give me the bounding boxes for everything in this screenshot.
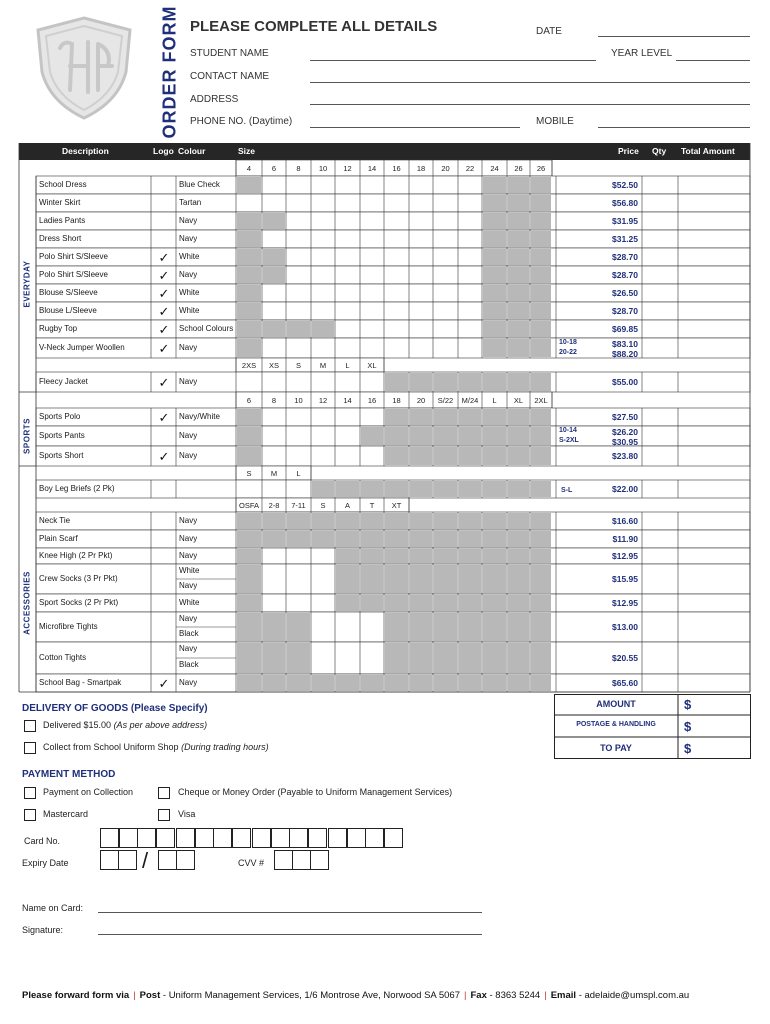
size-label: 22 bbox=[465, 163, 475, 173]
collect-checkbox[interactable] bbox=[24, 742, 36, 754]
size-label: L bbox=[492, 395, 497, 405]
item-colour: Black bbox=[179, 660, 199, 669]
postage-field[interactable]: $ bbox=[684, 719, 692, 734]
item-description: Knee High (2 Pr Pkt) bbox=[39, 551, 113, 560]
card-digit-box[interactable] bbox=[384, 828, 403, 848]
size-label: 2-8 bbox=[268, 500, 280, 510]
size-label: 18 bbox=[392, 395, 401, 405]
item-description: Dress Short bbox=[39, 234, 82, 243]
logo-tick-icon: ✓ bbox=[158, 448, 170, 464]
size-label: 20 bbox=[441, 163, 450, 173]
size-label: 8 bbox=[296, 163, 301, 173]
logo-tick-icon: ✓ bbox=[158, 409, 170, 425]
size-label: 16 bbox=[392, 163, 401, 173]
card-digit-box[interactable] bbox=[213, 828, 232, 848]
item-description: Blouse L/Sleeve bbox=[39, 306, 97, 315]
logo-tick-icon: ✓ bbox=[158, 675, 170, 691]
footer-email[interactable]: - adelaide@umspl.com.au bbox=[578, 990, 690, 1001]
item-description: Sports Pants bbox=[39, 431, 85, 440]
size-label: M bbox=[319, 360, 327, 370]
mastercard-label: Mastercard bbox=[43, 809, 89, 819]
order-form-vertical-title: ORDER FORM bbox=[159, 5, 180, 139]
item-price: $16.60 bbox=[612, 516, 638, 526]
price-size-range: 20-22 bbox=[559, 349, 577, 356]
item-price: $65.60 bbox=[612, 678, 638, 688]
footer-fax-label: Fax bbox=[470, 990, 487, 1001]
header-description: Description bbox=[62, 146, 109, 156]
size-label: M bbox=[270, 468, 278, 478]
cvv-label: CVV # bbox=[238, 858, 265, 868]
mastercard-checkbox[interactable] bbox=[24, 809, 36, 821]
payment-on-collection-checkbox[interactable] bbox=[24, 787, 36, 799]
signature-field[interactable] bbox=[98, 934, 482, 935]
size-label: 14 bbox=[367, 163, 377, 173]
item-colour: White bbox=[179, 598, 200, 607]
item-colour: Navy/White bbox=[179, 412, 220, 421]
item-colour: Navy bbox=[179, 216, 198, 225]
card-digit-box[interactable] bbox=[271, 828, 290, 848]
item-price: $26.20 bbox=[612, 427, 638, 437]
item-price: $28.70 bbox=[612, 270, 638, 280]
size-label: 12 bbox=[343, 163, 352, 173]
year-level-label: YEAR LEVEL bbox=[611, 48, 673, 59]
mobile-label: MOBILE bbox=[536, 116, 574, 127]
card-digit-box[interactable] bbox=[119, 828, 138, 848]
price-size-range: 10-18 bbox=[559, 339, 577, 346]
size-label: 7-11 bbox=[291, 500, 306, 510]
item-colour: Navy bbox=[179, 581, 198, 590]
expiry-month-box[interactable] bbox=[118, 850, 137, 870]
price-size-range: 10-14 bbox=[559, 427, 577, 434]
expiry-year-box[interactable] bbox=[176, 850, 195, 870]
size-label: XL bbox=[367, 360, 377, 370]
item-price: $28.70 bbox=[612, 252, 638, 262]
size-label: M/24 bbox=[461, 395, 479, 405]
card-digit-box[interactable] bbox=[328, 828, 347, 848]
size-label: S bbox=[246, 468, 252, 478]
item-colour: Navy bbox=[179, 451, 198, 460]
contact-name-label: CONTACT NAME bbox=[190, 71, 270, 82]
item-description: Fleecy Jacket bbox=[39, 377, 88, 386]
item-colour: Navy bbox=[179, 234, 198, 243]
item-price: $27.50 bbox=[612, 412, 638, 422]
size-label: S/22 bbox=[437, 395, 454, 405]
logo-tick-icon: ✓ bbox=[158, 285, 170, 301]
cheque-checkbox[interactable] bbox=[158, 787, 170, 799]
header-price: Price bbox=[618, 146, 639, 156]
signature-label: Signature: bbox=[22, 925, 64, 935]
price-size-range: S-L bbox=[561, 486, 573, 494]
item-price: $12.95 bbox=[612, 551, 638, 561]
item-colour: Navy bbox=[179, 270, 198, 279]
header-qty: Qty bbox=[652, 146, 667, 156]
size-label: OSFA bbox=[238, 500, 259, 510]
amount-label: AMOUNT bbox=[596, 699, 636, 709]
size-label: 26 bbox=[514, 163, 523, 173]
item-description: V-Neck Jumper Woollen bbox=[39, 343, 125, 352]
item-price: $31.95 bbox=[612, 216, 638, 226]
size-label: 10 bbox=[294, 395, 303, 405]
item-description: Sports Short bbox=[39, 451, 84, 460]
header-colour: Colour bbox=[178, 146, 206, 156]
item-description: Boy Leg Briefs (2 Pk) bbox=[39, 484, 115, 493]
size-label: 8 bbox=[271, 395, 277, 405]
item-colour: Navy bbox=[179, 534, 198, 543]
item-description: School Dress bbox=[39, 180, 87, 189]
size-label: L bbox=[296, 468, 301, 478]
size-label: 6 bbox=[271, 163, 277, 173]
item-description: Polo Shirt S/Sleeve bbox=[39, 252, 108, 261]
section-everyday: EVERYDAY bbox=[22, 260, 32, 308]
delivered-checkbox[interactable] bbox=[24, 720, 36, 732]
visa-label: Visa bbox=[178, 809, 196, 819]
item-price: $20.55 bbox=[612, 653, 638, 663]
size-label: 16 bbox=[367, 395, 377, 405]
item-price: $22.00 bbox=[612, 484, 638, 494]
size-label: S bbox=[320, 500, 326, 510]
item-description: Polo Shirt S/Sleeve bbox=[39, 270, 108, 279]
item-colour: Blue Check bbox=[179, 180, 220, 189]
item-price: $12.95 bbox=[612, 598, 638, 608]
cvv-digit-box[interactable] bbox=[310, 850, 329, 870]
card-digit-box[interactable] bbox=[289, 828, 308, 848]
item-colour: Black bbox=[179, 629, 199, 638]
postage-label: POSTAGE & HANDLING bbox=[576, 721, 656, 728]
form-title: PLEASE COMPLETE ALL DETAILS bbox=[190, 18, 438, 35]
footer-post-label: Post bbox=[139, 990, 161, 1001]
card-digit-box[interactable] bbox=[308, 828, 327, 848]
item-colour: School Colours bbox=[179, 324, 234, 333]
collect-option-label: Collect from School Uniform Shop (During trading hours) bbox=[43, 742, 269, 752]
date-label: DATE bbox=[536, 26, 562, 37]
logo-tick-icon: ✓ bbox=[158, 249, 170, 265]
item-price: $15.95 bbox=[612, 574, 638, 584]
card-no-label: Card No. bbox=[24, 836, 61, 846]
logo-tick-icon: ✓ bbox=[158, 321, 170, 337]
payment-title: PAYMENT METHOD bbox=[22, 769, 116, 780]
phone-label: PHONE NO. (Daytime) bbox=[190, 116, 293, 127]
item-description: Microfibre Tights bbox=[39, 622, 98, 631]
delivered-option-label: Delivered $15.00 (As per above address) bbox=[43, 720, 208, 730]
size-label: T bbox=[369, 500, 375, 510]
expiry-label: Expiry Date bbox=[22, 858, 69, 868]
card-digit-box[interactable] bbox=[176, 828, 195, 848]
item-price: $31.25 bbox=[612, 234, 638, 244]
item-description: Plain Scarf bbox=[39, 534, 78, 543]
expiry-slash: / bbox=[142, 848, 149, 873]
expiry-year-box[interactable] bbox=[158, 850, 177, 870]
size-label: 2XL bbox=[534, 395, 548, 405]
item-price: $23.80 bbox=[612, 451, 638, 461]
card-digit-box[interactable] bbox=[232, 828, 251, 848]
item-price: $28.70 bbox=[612, 306, 638, 316]
price-size-range: S-2XL bbox=[559, 437, 579, 444]
item-description: Crew Socks (3 Pr Pkt) bbox=[39, 574, 118, 583]
cheque-label: Cheque or Money Order (Payable to Uniform Management Services) bbox=[178, 787, 453, 797]
student-name-label: STUDENT NAME bbox=[190, 48, 269, 59]
card-digit-box[interactable] bbox=[156, 828, 175, 848]
item-colour: Navy bbox=[179, 516, 198, 525]
size-label: S bbox=[295, 360, 301, 370]
item-description: Blouse S/Sleeve bbox=[39, 288, 98, 297]
visa-checkbox[interactable] bbox=[158, 809, 170, 821]
item-colour: White bbox=[179, 288, 200, 297]
item-price: $52.50 bbox=[612, 180, 638, 190]
cvv-digit-box[interactable] bbox=[274, 850, 293, 870]
item-colour: Navy bbox=[179, 343, 198, 352]
size-label: XS bbox=[268, 360, 279, 370]
item-description: Sport Socks (2 Pr Pkt) bbox=[39, 598, 119, 607]
item-price: $26.50 bbox=[612, 288, 638, 298]
item-price: $69.85 bbox=[612, 324, 638, 334]
size-label: L bbox=[345, 360, 350, 370]
header-size: Size bbox=[238, 146, 256, 156]
item-colour: Navy bbox=[179, 614, 198, 623]
item-colour: Navy bbox=[179, 644, 198, 653]
item-colour: Navy bbox=[179, 678, 198, 687]
address-label: ADDRESS bbox=[190, 94, 239, 105]
item-description: Rugby Top bbox=[39, 324, 78, 333]
size-label: XT bbox=[391, 500, 402, 510]
header-total-amount: Total Amount bbox=[681, 146, 735, 156]
item-description: Cotton Tights bbox=[39, 653, 87, 662]
name-on-card-label: Name on Card: bbox=[22, 903, 84, 913]
item-colour: Tartan bbox=[179, 198, 202, 207]
footer-contact: Please forward form via | Post - Uniform Management Services, 1/6 Montrose Ave, Norwood SA 5067 | Fax - 8363 5244 | Email - adelaide@umspl.com.au bbox=[22, 990, 690, 1001]
item-colour: White bbox=[179, 566, 200, 575]
logo-tick-icon: ✓ bbox=[158, 267, 170, 283]
footer-fax: - 8363 5244 bbox=[489, 990, 541, 1001]
item-price: $83.10 bbox=[612, 339, 638, 349]
cvv-digit-box[interactable] bbox=[292, 850, 311, 870]
delivery-title: DELIVERY OF GOODS (Please Specify) bbox=[22, 703, 208, 714]
footer-post: - Uniform Management Services, 1/6 Montrose Ave, Norwood SA 5067 bbox=[162, 990, 461, 1001]
item-colour: Navy bbox=[179, 377, 198, 386]
size-label: 20 bbox=[416, 395, 426, 405]
item-description: School Bag - Smartpak bbox=[39, 678, 122, 687]
item-colour: White bbox=[179, 252, 200, 261]
size-label: 4 bbox=[246, 163, 252, 173]
item-colour: White bbox=[179, 306, 200, 315]
amount-field[interactable]: $ bbox=[684, 697, 692, 712]
size-label: 24 bbox=[490, 163, 499, 173]
to-pay-field[interactable]: $ bbox=[684, 741, 692, 756]
section-accessories: ACCESSORIES bbox=[22, 571, 32, 635]
card-digit-box[interactable] bbox=[195, 828, 214, 848]
logo-tick-icon: ✓ bbox=[158, 374, 170, 390]
item-description: Ladies Pants bbox=[39, 216, 86, 225]
item-colour: Navy bbox=[179, 551, 198, 560]
item-description: Winter Skirt bbox=[39, 198, 81, 207]
logo-tick-icon: ✓ bbox=[158, 340, 170, 356]
size-label: 14 bbox=[343, 395, 352, 405]
size-label: XL bbox=[513, 395, 524, 405]
header-logo: Logo bbox=[153, 146, 174, 156]
name-on-card-field[interactable] bbox=[98, 912, 482, 913]
size-label: 2XS bbox=[241, 360, 257, 370]
card-digit-box[interactable] bbox=[100, 828, 119, 848]
payment-on-collection-label: Payment on Collection bbox=[43, 787, 134, 797]
item-description: Sports Polo bbox=[39, 412, 81, 421]
item-description: Neck Tie bbox=[39, 516, 71, 525]
card-digit-box[interactable] bbox=[137, 828, 156, 848]
item-price: $55.00 bbox=[612, 377, 638, 387]
to-pay-label: TO PAY bbox=[600, 743, 632, 753]
size-label: A bbox=[344, 500, 350, 510]
item-price: $88.20 bbox=[612, 349, 638, 359]
size-label: 10 bbox=[318, 163, 328, 173]
footer-forward: Please forward form via bbox=[22, 990, 130, 1001]
card-digit-box[interactable] bbox=[365, 828, 384, 848]
size-label: 6 bbox=[246, 395, 252, 405]
item-price: $13.00 bbox=[612, 622, 638, 632]
size-label: 18 bbox=[416, 163, 426, 173]
expiry-month-box[interactable] bbox=[100, 850, 119, 870]
item-price: $56.80 bbox=[612, 198, 638, 208]
footer-email-label: Email bbox=[550, 990, 577, 1001]
card-digit-box[interactable] bbox=[347, 828, 366, 848]
card-digit-box[interactable] bbox=[252, 828, 271, 848]
size-label: 26 bbox=[536, 163, 546, 173]
logo-tick-icon: ✓ bbox=[158, 303, 170, 319]
item-price: $11.90 bbox=[612, 534, 638, 544]
section-sports: SPORTS bbox=[22, 418, 32, 454]
item-price: $30.95 bbox=[612, 437, 638, 447]
item-colour: Navy bbox=[179, 431, 198, 440]
size-label: 12 bbox=[318, 395, 328, 405]
